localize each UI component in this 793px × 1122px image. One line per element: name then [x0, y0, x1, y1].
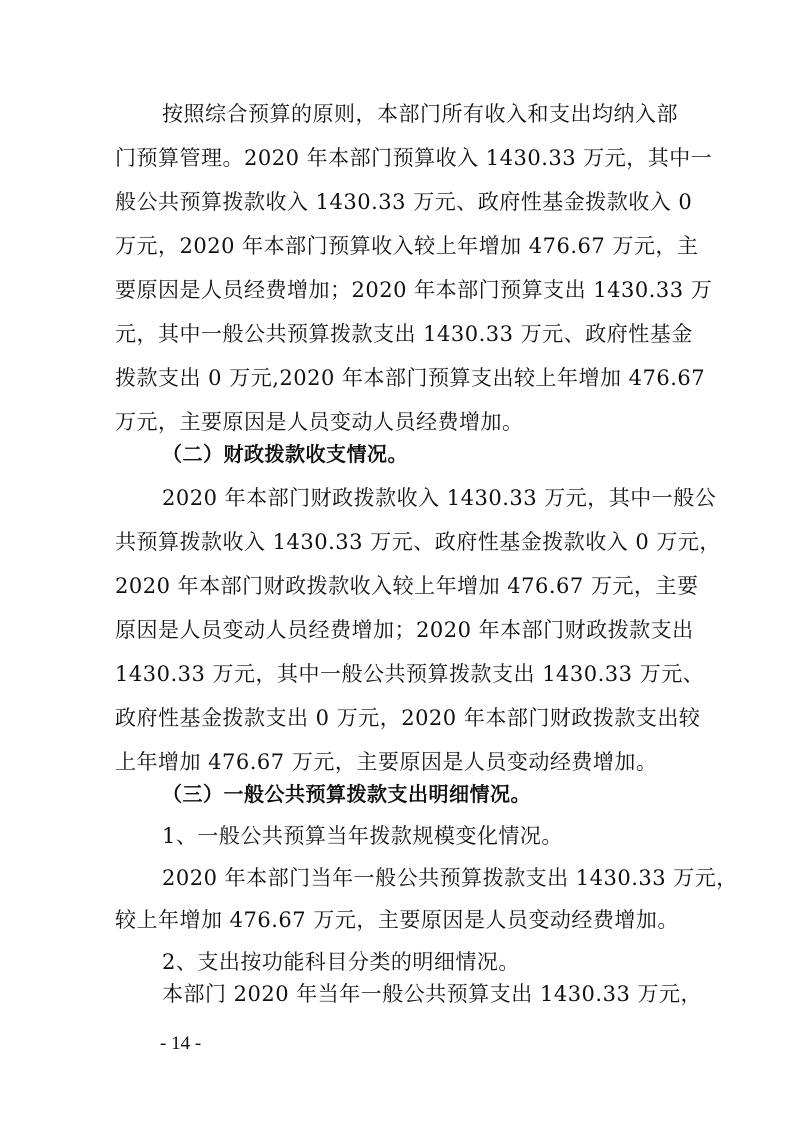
text-line: 要原因是人员经费增加；2020 年本部门预算支出 1430.33 万 — [115, 278, 713, 302]
text-line: 政府性基金拨款支出 0 万元，2020 年本部门财政拨款支出较 — [115, 706, 701, 730]
text-line: 共预算拨款收入 1430.33 万元、政府性基金拨款收入 0 万元， — [115, 530, 721, 554]
text-line: 门预算管理。2020 年本部门预算收入 1430.33 万元，其中一 — [115, 146, 713, 170]
text-line: 1430.33 万元，其中一般公共预算拨款支出 1430.33 万元、 — [115, 662, 705, 686]
section-heading-fiscal-appropriation: （二）财政拨款收支情况。 — [162, 442, 408, 466]
text-line: 拨款支出 0 万元,2020 年本部门预算支出较上年增加 476.67 — [115, 366, 706, 390]
text-line: 原因是人员变动人员经费增加；2020 年本部门财政拨款支出 — [115, 618, 694, 642]
text-line: 本部门 2020 年当年一般公共预算支出 1430.33 万元， — [162, 982, 702, 1006]
text-line: 上年增加 476.67 万元，主要原因是人员变动经费增加。 — [115, 750, 658, 774]
text-line: 按照综合预算的原则，本部门所有收入和支出均纳入部 — [162, 102, 678, 126]
text-line: 2020 年本部门财政拨款收入 1430.33 万元，其中一般公 — [162, 486, 717, 510]
subsection-title-scale-change: 1、一般公共预算当年拨款规模变化情况。 — [162, 824, 563, 848]
subsection-title-functional-classification: 2、支出按功能科目分类的明细情况。 — [162, 950, 520, 974]
text-line: 万元，2020 年本部门预算收入较上年增加 476.67 万元，主 — [115, 234, 699, 258]
text-line: 般公共预算拨款收入 1430.33 万元、政府性基金拨款收入 0 — [115, 190, 693, 214]
section-heading-general-public-budget: （三）一般公共预算拨款支出明细情况。 — [162, 782, 531, 806]
text-line: 2020 年本部门当年一般公共预算拨款支出 1430.33 万元， — [162, 866, 738, 890]
text-line: 2020 年本部门财政拨款收入较上年增加 476.67 万元，主要 — [115, 574, 699, 598]
text-line: 万元，主要原因是人员变动人员经费增加。 — [115, 410, 524, 434]
page-number: - 14 - — [160, 1033, 202, 1054]
text-line: 较上年增加 476.67 万元，主要原因是人员变动经费增加。 — [115, 908, 679, 932]
text-line: 元，其中一般公共预算拨款支出 1430.33 万元、政府性基金 — [115, 322, 693, 346]
